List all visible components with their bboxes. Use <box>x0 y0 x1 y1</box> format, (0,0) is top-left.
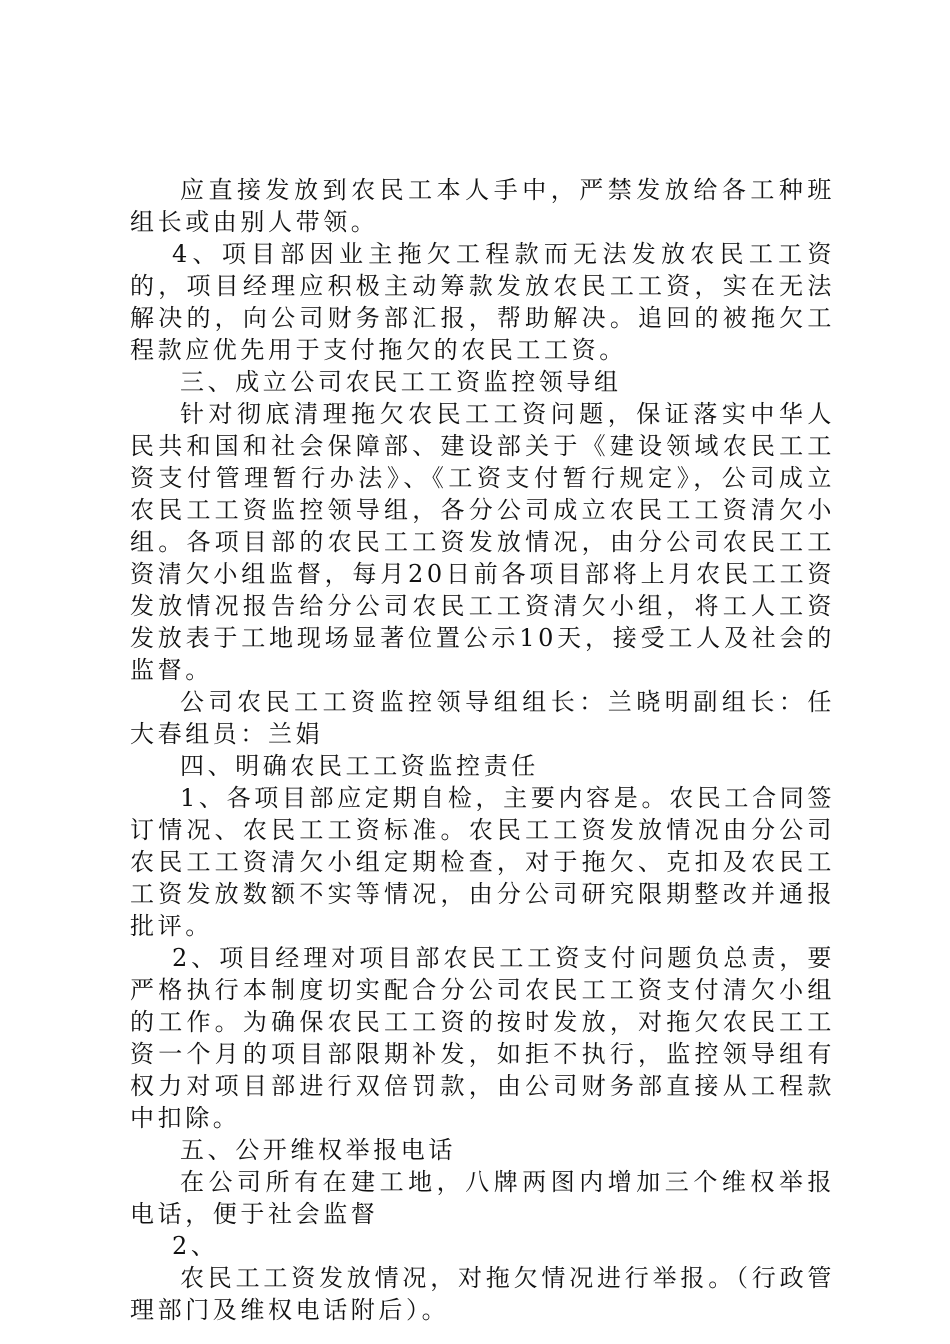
paragraph-item-4: 4、项目部因业主拖欠工程款而无法发放农民工工资的，项目经理应积极主动筹款发放农民工工资，实在无法解决的，向公司财务部汇报，帮助解决。追回的被拖欠工程款应优先用于支付拖欠的农民工工资。 <box>130 240 835 364</box>
paragraph-item-1: 1、各项目部应定期自检，主要内容是。农民工合同签订情况、农民工工资标准。农民工工资发放情况由分公司农民工工资清欠小组定期检查，对于拖欠、克扣及农民工工资发放数额不实等情况，由分公司研究限期整改并通报批评。 <box>130 784 835 940</box>
paragraph-number-2: 2、 <box>172 1232 219 1260</box>
paragraph-payment-direct: 应直接发放到农民工本人手中，严禁发放给各工种班组长或由别人带领。 <box>130 176 835 236</box>
section-heading-5: 五、公开维权举报电话 <box>180 1136 456 1164</box>
section-heading-4: 四、明确农民工工资监控责任 <box>180 752 539 780</box>
paragraph-group-members: 公司农民工工资监控领导组组长：兰晓明副组长：任大春组员：兰娟 <box>130 688 835 748</box>
paragraph-hotline: 在公司所有在建工地，八牌两图内增加三个维权举报电话，便于社会监督 <box>130 1168 835 1228</box>
paragraph-report: 农民工工资发放情况，对拖欠情况进行举报。（行政管理部门及维权电话附后）。 <box>130 1264 835 1324</box>
paragraph-leadership-group: 针对彻底清理拖欠农民工工资问题，保证落实中华人民共和国和社会保障部、建设部关于《建设领域农民工工资支付管理暂行办法》、《工资支付暂行规定》，公司成立农民工工资监控领导组，各分公司成立农民工工资清欠小组。各项目部的农民工工资发放情况，由分公司农民工工资清欠小组监督，每月20日前各项目部将上月农民工工资发放情况报告给分公司农民工工资清欠小组，将工人工资发放表于工地现场显著位置公示10天，接受工人及社会的监督。 <box>130 400 835 684</box>
section-heading-3: 三、成立公司农民工工资监控领导组 <box>180 368 622 396</box>
document-body <box>130 174 835 1326</box>
paragraph-item-2: 2、项目经理对项目部农民工工资支付问题负总责，要严格执行本制度切实配合分公司农民工工资支付清欠小组的工作。为确保农民工工资的按时发放，对拖欠农民工工资一个月的项目部限期补发，如拒不执行，监控领导组有权力对项目部进行双倍罚款，由公司财务部直接从工程款中扣除。 <box>130 944 835 1132</box>
